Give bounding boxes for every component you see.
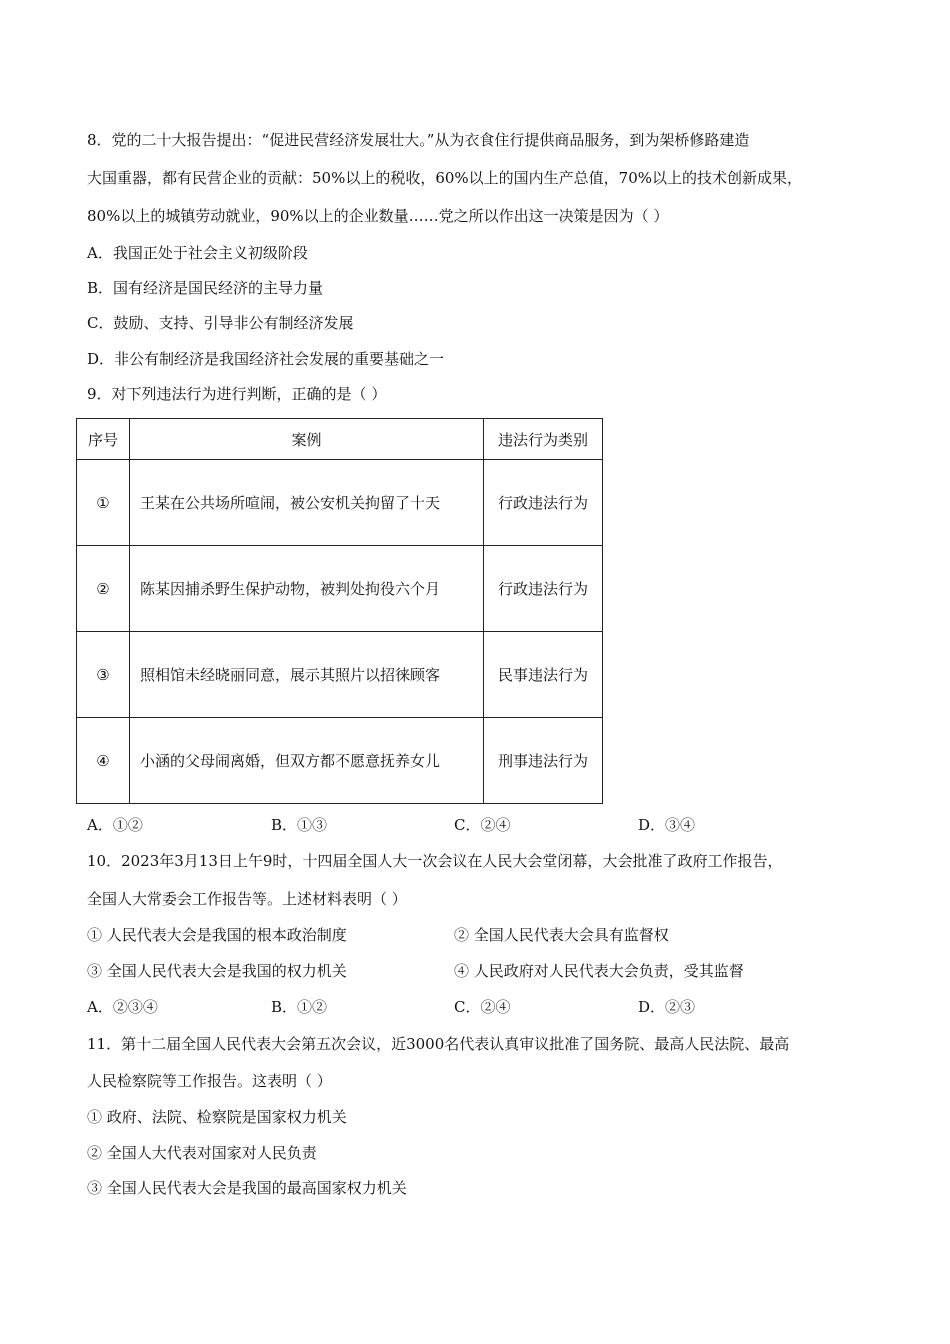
q8-stem-line-1: 8．党的二十大报告提出：“促进民营经济发展壮大。”从为衣食住行提供商品服务，到为架桥修路建造 bbox=[87, 131, 750, 149]
q10-statement-2: ② 全国人民代表大会具有监督权 bbox=[454, 926, 669, 944]
q8-option-c: C．鼓励、支持、引导非公有制经济发展 bbox=[87, 314, 354, 332]
row-case-text: 照相馆未经晓丽同意，展示其照片以招徕顾客 bbox=[140, 665, 441, 684]
q9-stem: 9．对下列违法行为进行判断，正确的是（ ） bbox=[87, 385, 387, 403]
q11-statement-1: ① 政府、法院、检察院是国家权力机关 bbox=[87, 1108, 347, 1126]
q9-option-a: A．①② bbox=[87, 816, 143, 834]
row-type: 行政违法行为 bbox=[484, 460, 603, 546]
q11-statement-3: ③ 全国人民代表大会是我国的最高国家权力机关 bbox=[87, 1179, 407, 1197]
q10-option-d: D．②③ bbox=[638, 998, 696, 1016]
row-number: ④ bbox=[77, 718, 130, 804]
table-header-row bbox=[77, 419, 603, 460]
q10-stem-line-1: 10．2023年3月13日上午9时，十四届全国人大一次会议在人民大会堂闭幕，大会批准了政府工作报告， bbox=[87, 852, 783, 870]
row-number: ② bbox=[77, 546, 130, 632]
q8-option-b: B．国有经济是国民经济的主导力量 bbox=[87, 279, 324, 297]
row-type: 民事违法行为 bbox=[484, 632, 603, 718]
row-case-text: 王某在公共场所喧闹，被公安机关拘留了十天 bbox=[140, 493, 441, 512]
q8-option-d: D．非公有制经济是我国经济社会发展的重要基础之一 bbox=[87, 350, 445, 368]
row-case-text: 小涵的父母闹离婚，但双方都不愿意抚养女儿 bbox=[140, 751, 441, 770]
q10-option-b: B．①② bbox=[271, 998, 328, 1016]
q8-stem-line-3: 80%以上的城镇劳动就业，90%以上的企业数量……党之所以作出这一决策是因为（ ） bbox=[87, 207, 669, 225]
q10-option-a: A．②③④ bbox=[87, 998, 158, 1016]
header-number: 序号 bbox=[77, 419, 130, 460]
row-type: 行政违法行为 bbox=[484, 546, 603, 632]
q10-statement-4: ④ 人民政府对人民代表大会负责，受其监督 bbox=[454, 962, 744, 980]
table-row bbox=[77, 460, 603, 546]
row-type: 刑事违法行为 bbox=[484, 718, 603, 804]
table-row bbox=[77, 546, 603, 632]
q11-stem-line-1: 11．第十二届全国人民代表大会第五次会议，近3000名代表认真审议批准了国务院、最高人民法院、最高 bbox=[87, 1035, 790, 1053]
q8-option-a: A．我国正处于社会主义初级阶段 bbox=[87, 244, 308, 262]
row-case bbox=[130, 546, 484, 632]
header-type: 违法行为类别 bbox=[484, 419, 603, 460]
row-case bbox=[130, 632, 484, 718]
q10-stem-line-2: 全国人大常委会工作报告等。上述材料表明（ ） bbox=[87, 890, 407, 908]
q9-option-b: B．①③ bbox=[271, 816, 328, 834]
q9-case-table bbox=[76, 418, 603, 804]
row-number: ③ bbox=[77, 632, 130, 718]
table-row bbox=[77, 632, 603, 718]
q10-statement-3: ③ 全国人民代表大会是我国的权力机关 bbox=[87, 962, 347, 980]
header-case: 案例 bbox=[130, 419, 484, 460]
row-case-text: 陈某因捕杀野生保护动物，被判处拘役六个月 bbox=[140, 579, 441, 598]
q9-option-d: D．③④ bbox=[638, 816, 696, 834]
q10-statement-1: ① 人民代表大会是我国的根本政治制度 bbox=[87, 926, 347, 944]
q11-stem-line-2: 人民检察院等工作报告。这表明（ ） bbox=[87, 1072, 332, 1090]
q10-option-c: C．②④ bbox=[454, 998, 511, 1016]
q9-option-c: C．②④ bbox=[454, 816, 511, 834]
row-case bbox=[130, 718, 484, 804]
q8-stem-line-2: 大国重器，都有民营企业的贡献：50%以上的税收，60%以上的国内生产总值，70%以上的技术创新成果， bbox=[87, 169, 803, 187]
table-row bbox=[77, 718, 603, 804]
row-number: ① bbox=[77, 460, 130, 546]
row-case bbox=[130, 460, 484, 546]
q11-statement-2: ② 全国人大代表对国家对人民负责 bbox=[87, 1144, 317, 1162]
